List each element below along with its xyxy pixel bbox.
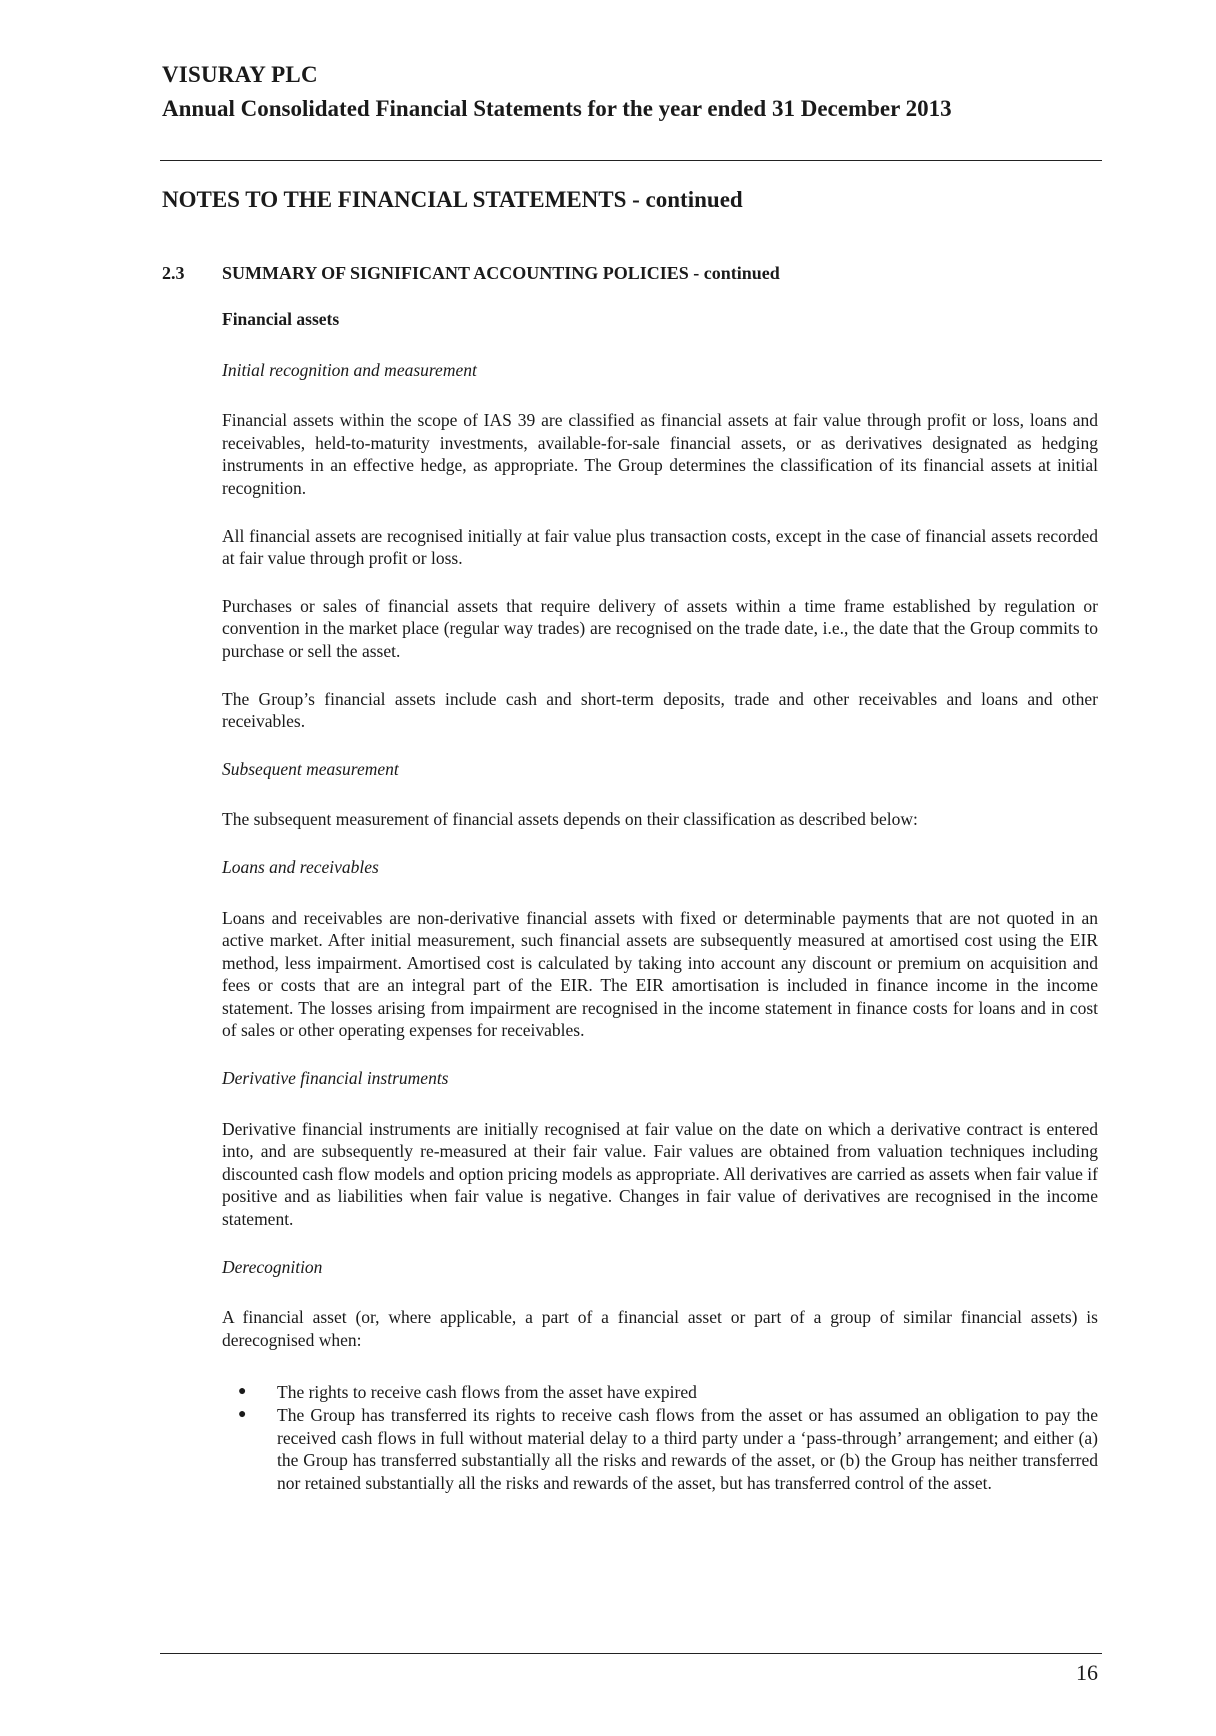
page-number: 16 xyxy=(1076,1660,1098,1685)
paragraph: Loans and receivables are non-derivative financial assets with fixed or determinable payments that are not quoted in an active market. After initial measurement, such financial assets are subsequently measured at amortised cost using the EIR method, less impairment. Amortised cost is calculated by taking into account any discount or premium on acquisition and fees or costs that are an integral part of the EIR. The EIR amortisation is included in finance income in the income statement. The losses arising from impairment are recognised in the income statement in finance costs for loans and in cost of sales or other operating expenses for receivables. xyxy=(222,907,1098,1041)
derecognition-list xyxy=(222,1381,1098,1494)
paragraph: A financial asset (or, where applicable, a part of a financial asset or part of a group of similar financial assets) is derecognised when: xyxy=(222,1307,1098,1350)
list-item xyxy=(222,1381,1098,1404)
list-item-text: The rights to receive cash flows from the asset have expired xyxy=(277,1382,697,1403)
section-number: 2.3 xyxy=(162,263,185,283)
paragraph: The Group’s financial assets include cash and short-term deposits, trade and other receivables and loans and other receivables. xyxy=(222,688,1098,732)
subsequent-measurement-heading: Subsequent measurement xyxy=(222,758,399,779)
loans-receivables-heading: Loans and receivables xyxy=(222,856,379,877)
paragraph: The subsequent measurement of financial assets depends on their classification as described below: xyxy=(222,809,918,830)
financial-assets-heading: Financial assets xyxy=(222,309,340,329)
paragraph: Derivative financial instruments are initially recognised at fair value on the date on which a derivative contract is entered into, and are subsequently re-measured at their fair value. Fair values are obtained from valuation techniques including discounted cash flow models and option pricing models as appropriate. All derivatives are carried as assets when fair value if positive and as liabilities when fair value is negative. Changes in fair value of derivatives are recognised in the income statement. xyxy=(222,1118,1098,1230)
initial-recognition-heading: Initial recognition and measurement xyxy=(222,359,477,380)
notes-title: NOTES TO THE FINANCIAL STATEMENTS - continued xyxy=(162,187,743,212)
paragraph: Purchases or sales of financial assets that require delivery of assets within a time frame established by regulation or convention in the market place (regular way trades) are recognised on the trade date, i.e., the date that the Group commits to purchase or sell the asset. xyxy=(222,595,1098,661)
paragraph: All financial assets are recognised initially at fair value plus transaction costs, except in the case of financial assets recorded at fair value through profit or loss. xyxy=(222,525,1098,569)
section-title: SUMMARY OF SIGNIFICANT ACCOUNTING POLICIES - continued xyxy=(222,263,780,283)
section-body xyxy=(222,308,1098,1494)
header-divider xyxy=(160,160,1102,161)
list-item xyxy=(222,1404,1098,1494)
document-subtitle: Annual Consolidated Financial Statements for the year ended 31 December 2013 xyxy=(162,96,952,121)
bullet-icon: ● xyxy=(238,1407,247,1422)
paragraph: Financial assets within the scope of IAS 39 are classified as financial assets at fair value through profit or loss, loans and receivables, held-to-maturity investments, available-for-sale financial assets, or as derivatives designated as hedging instruments in an effective hedge, as appropriate. The Group determines the classification of its financial assets at initial recognition. xyxy=(222,410,1098,498)
company-name: VISURAY PLC xyxy=(162,62,318,87)
derecognition-heading: Derecognition xyxy=(222,1256,323,1277)
derivative-instruments-heading: Derivative financial instruments xyxy=(222,1068,449,1089)
bullet-icon: ● xyxy=(238,1384,247,1400)
footer-divider xyxy=(160,1653,1102,1654)
list-item-text: The Group has transferred its rights to receive cash flows from the asset or has assumed an obligation to pay the received cash flows in full without material delay to a third party under a ‘pass-through’ arrangement; and either (a) the Group has transferred substantially all the risks and rewards of the asset, or (b) the Group has neither transferred nor retained substantially all the risks and rewards of the asset, but has transferred control of the asset. xyxy=(277,1405,1098,1493)
